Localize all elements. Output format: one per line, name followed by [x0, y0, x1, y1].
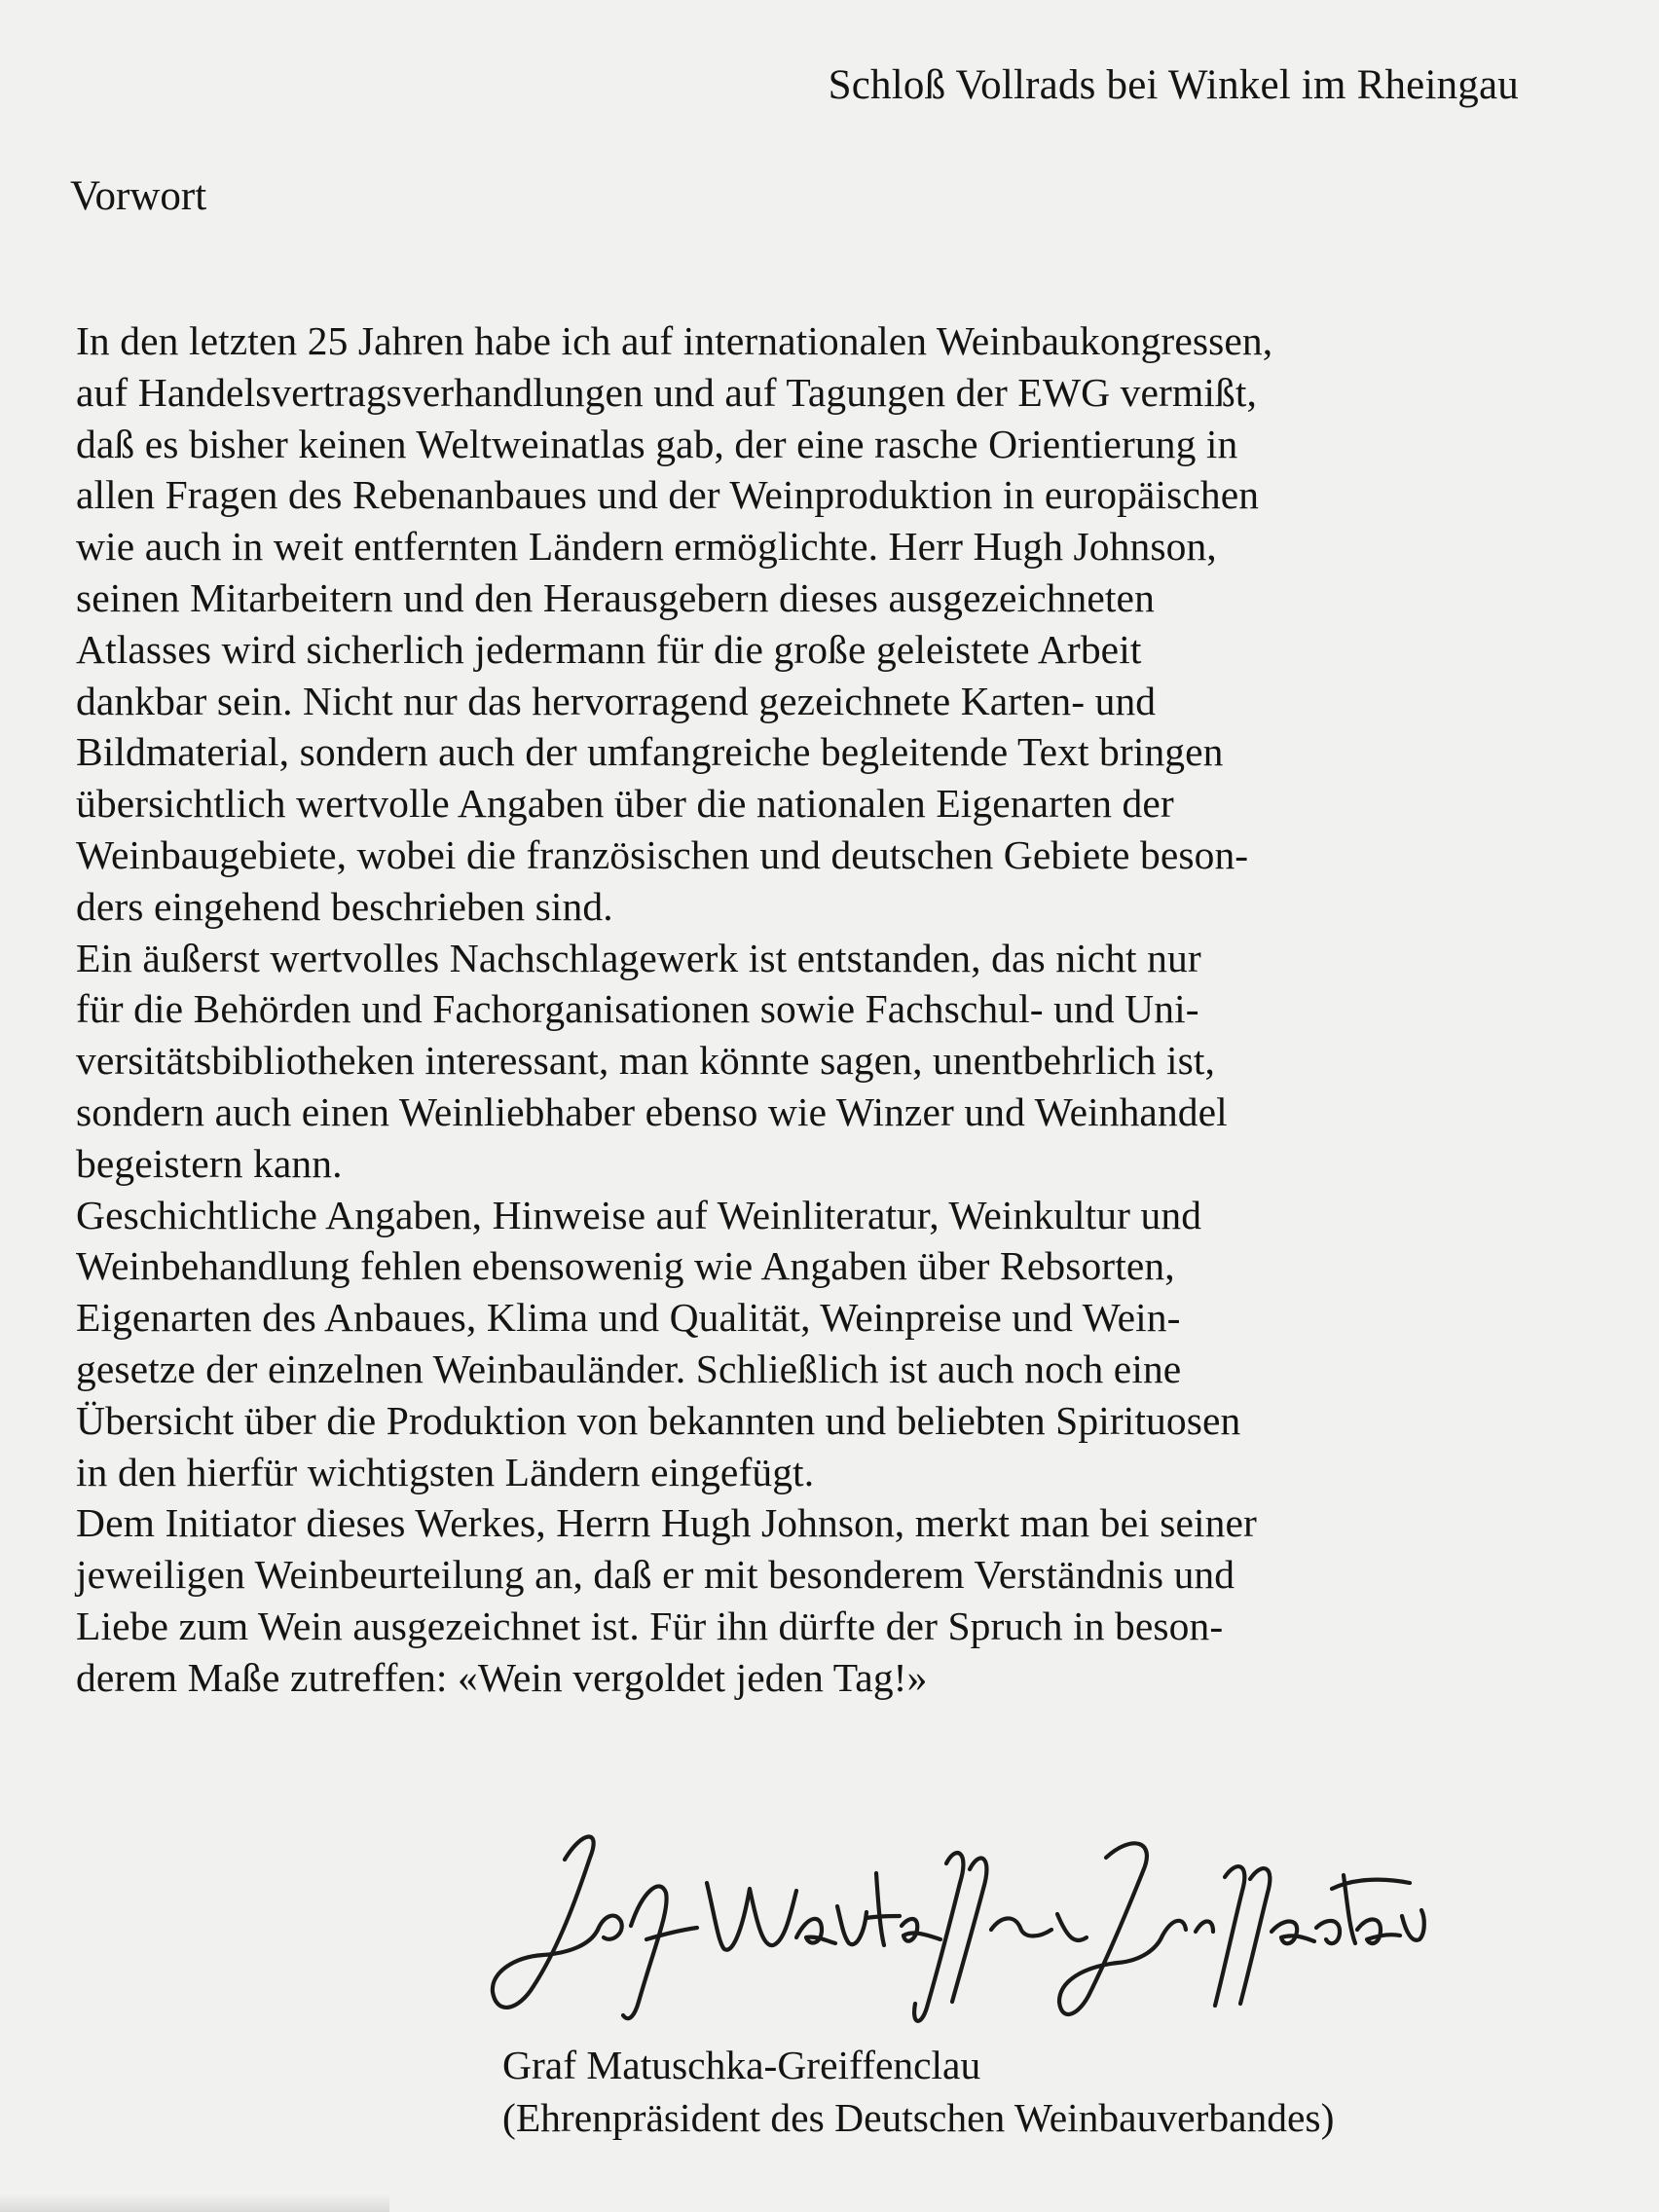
body-line: Ein äußerst wertvolles Nachschlagewerk ist entstanden, das nicht nur — [76, 935, 1201, 980]
body-line: wie auch in weit entfernten Ländern ermöglichte. Herr Hugh Johnson, — [76, 524, 1217, 570]
body-line: In den letzten 25 Jahren habe ich auf internationalen Weinbaukongressen, — [76, 318, 1273, 363]
body-line: begeistern kann. — [76, 1140, 343, 1186]
body-line: allen Fragen des Rebenanbaues und der Weinproduktion in europäischen — [76, 472, 1260, 518]
body-line: ders eingehend beschrieben sind. — [76, 883, 613, 929]
body-line: Eigenarten des Anbaues, Klima und Qualität, Weinpreise und Wein- — [76, 1295, 1181, 1341]
body-line: Übersicht über die Produktion von bekannten und beliebten Spirituosen — [76, 1397, 1241, 1443]
body-line: in den hierfür wichtigsten Ländern eingefügt. — [76, 1449, 815, 1494]
body-line: auf Handelsvertragsverhandlungen und auf Tagungen der EWG vermißt, — [76, 369, 1257, 415]
body-line: Weinbehandlung fehlen ebensowenig wie Angaben über Rebsorten, — [76, 1243, 1175, 1289]
body-line: derem Maße zutreffen: «Wein vergoldet jeden Tag!» — [76, 1654, 928, 1700]
signature-block — [502, 2039, 1334, 2144]
body-line: Atlasses wird sicherlich jedermann für die große geleistete Arbeit — [76, 626, 1142, 672]
body-line: Liebe zum Wein ausgezeichnet ist. Für ihn dürfte der Spruch in beson- — [76, 1603, 1224, 1648]
bottom-edge-shadow — [0, 2194, 389, 2212]
body-line: sondern auch einen Weinliebhaber ebenso wie Winzer und Weinhandel — [76, 1088, 1228, 1134]
body-line: Geschichtliche Angaben, Hinweise auf Weinliteratur, Weinkultur und — [76, 1192, 1202, 1237]
body-text — [76, 315, 1556, 1704]
body-line: jeweiligen Weinbeurteilung an, daß er mit besonderem Verständnis und — [76, 1552, 1235, 1598]
body-line: für die Behörden und Fachorganisationen sowie Fachschul- und Uni- — [76, 986, 1199, 1032]
page-heading: Vorwort — [70, 173, 207, 219]
place-line: Schloß Vollrads bei Winkel im Rheingau — [828, 62, 1519, 108]
body-line: gesetze der einzelnen Weinbauländer. Schließlich ist auch noch eine — [76, 1346, 1182, 1391]
body-line: seinen Mitarbeitern und den Herausgebern dieses ausgezeichneten — [76, 574, 1155, 620]
body-line: Dem Initiator dieses Werkes, Herrn Hugh Johnson, merkt man bei seiner — [76, 1500, 1257, 1546]
signatory-title: (Ehrenpräsident des Deutschen Weinbauverbandes) — [502, 2095, 1335, 2140]
handwritten-signature — [475, 1821, 1429, 2045]
body-line: daß es bisher keinen Weltweinatlas gab, der eine rasche Orientierung in — [76, 421, 1238, 466]
body-line: übersichtlich wertvolle Angaben über die nationalen Eigenarten der — [76, 781, 1174, 827]
body-line: Bildmaterial, sondern auch der umfangreiche begleitende Text bringen — [76, 729, 1224, 775]
body-line: Weinbaugebiete, wobei die französischen und deutschen Gebiete beson- — [76, 831, 1249, 877]
body-line: versitätsbibliotheken interessant, man könnte sagen, unentbehrlich ist, — [76, 1038, 1215, 1084]
body-line: dankbar sein. Nicht nur das hervorragend gezeichnete Karten- und — [76, 678, 1157, 723]
signatory-name: Graf Matuschka-Greiffenclau — [502, 2043, 981, 2087]
